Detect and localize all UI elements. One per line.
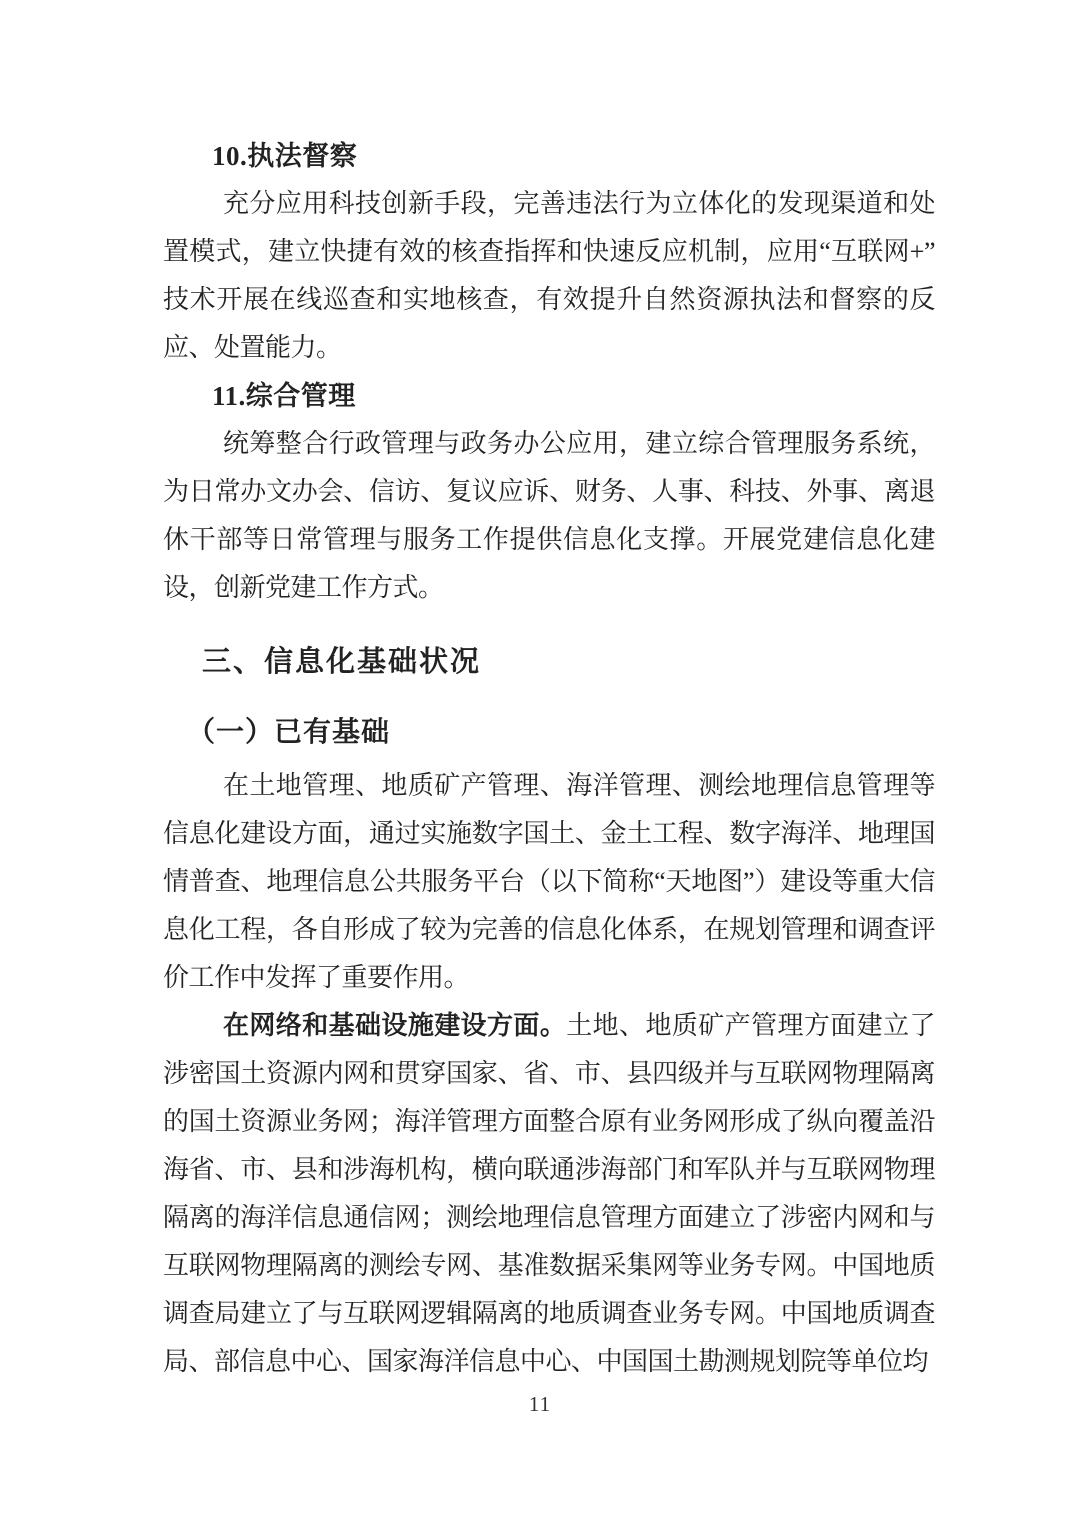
paragraph-law-enforcement-supervision: 充分应用科技创新手段，完善违法行为立体化的发现渠道和处置模式，建立快捷有效的核查指挥和快速反应机制，应用“互联网+”技术开展在线巡查和实地核查，有效提升自然资源执法和督察的反应、处置能力。: [163, 189, 935, 362]
paragraph-network-infrastructure-lead: 在网络和基础设施建设方面。: [223, 1011, 567, 1040]
subsection-heading-existing-foundation: （一）已有基础: [187, 716, 391, 747]
heading-law-enforcement-supervision: 10.执法督察: [212, 141, 358, 171]
paragraph-existing-foundation: 在土地管理、地质矿产管理、海洋管理、测绘地理信息管理等信息化建设方面，通过实施数字国土、金土工程、数字海洋、地理国情普查、地理信息公共服务平台（以下简称“天地图”）建设等重大信息化工程，各自形成了较为完善的信息化体系，在规划管理和调查评价工作中发挥了重要作用。: [163, 771, 935, 992]
paragraph-network-infrastructure-body: 土地、地质矿产管理方面建立了涉密国土资源内网和贯穿国家、省、市、县四级并与互联网物理隔离的国土资源业务网；海洋管理方面整合原有业务网形成了纵向覆盖沿海省、市、县和涉海机构，横向联通涉海部门和军队并与互联网物理隔离的海洋信息通信网；测绘地理信息管理方面建立了涉密内网和与互联网物理隔离的测绘专网、基准数据采集网等业务专网。中国地质调查局建立了与互联网逻辑隔离的地质调查业务专网。中国地质调查局、部信息中心、国家海洋信息中心、中国国土勘测规划院等单位均: [163, 1011, 935, 1376]
chapter-heading-informatization-foundation: 三、信息化基础状况: [202, 646, 482, 678]
heading-comprehensive-management: 11.综合管理: [212, 381, 356, 411]
page-number: 11: [528, 1392, 552, 1416]
paragraph-comprehensive-management: 统筹整合行政管理与政务办公应用，建立综合管理服务系统，为日常办文办会、信访、复议应诉、财务、人事、科技、外事、离退休干部等日常管理与服务工作提供信息化支撑。开展党建信息化建设，创新党建工作方式。: [163, 429, 935, 602]
text-block: [163, 132, 935, 1386]
paragraph-network-infrastructure: [163, 1002, 935, 1386]
